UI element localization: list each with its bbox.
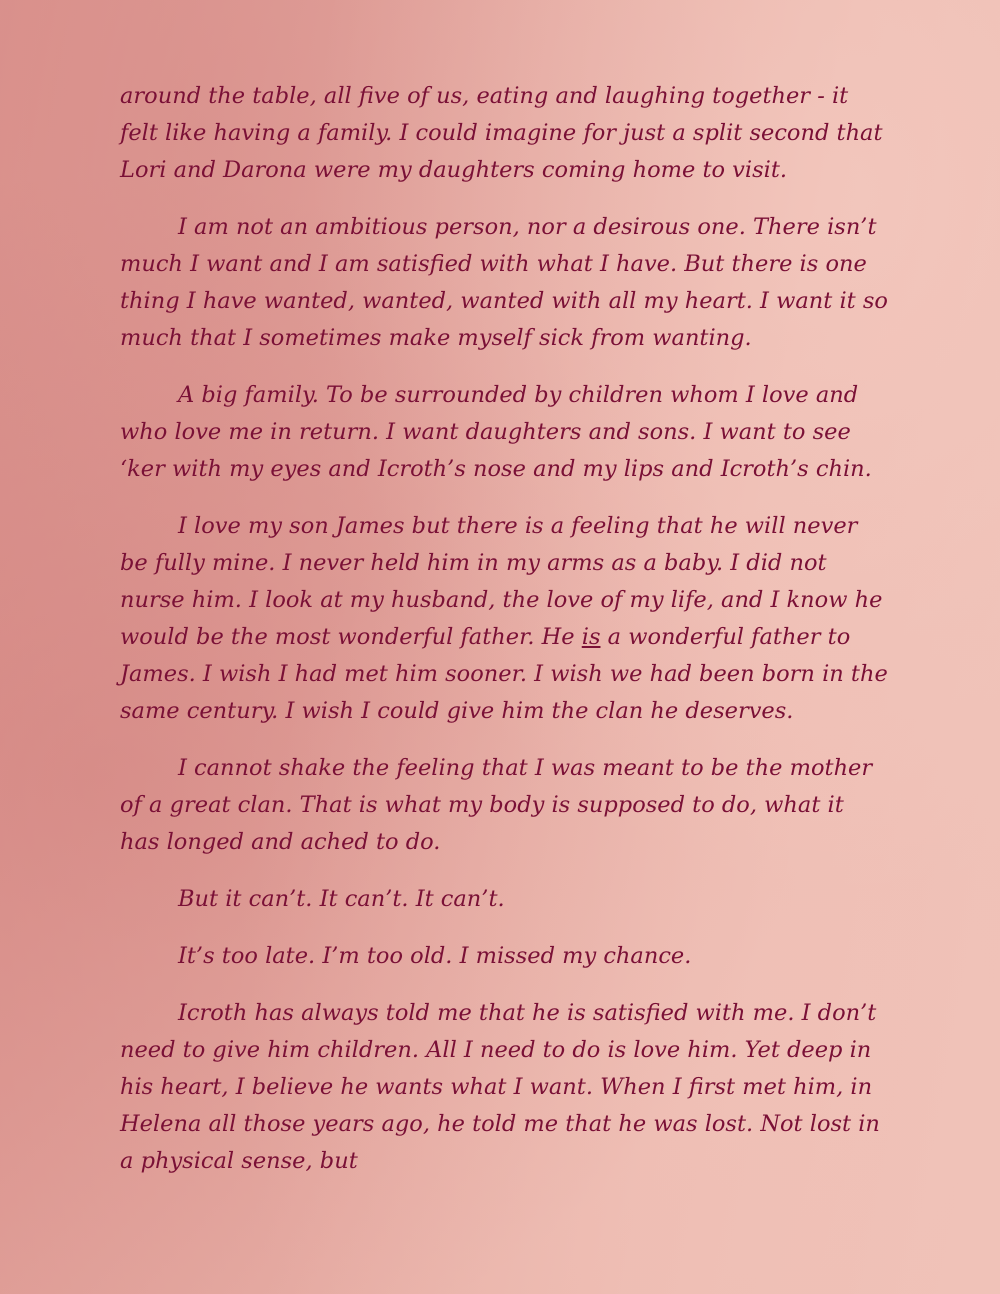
paragraph-son-james-before: I love my son James but there is a feeling that he will never be fully mine. I never held him in my arms as a baby. I did not nurse him. I look at my husband, the love of my life, and I know he would be the most wonderful father. He xyxy=(120,513,883,650)
paragraph-too-late: It’s too late. I’m too old. I missed my chance. xyxy=(178,943,692,969)
paragraph-it-cant: But it can’t. It can’t. It can’t. xyxy=(178,886,505,912)
paragraph-great-clan: I cannot shake the feeling that I was meant to be the mother of a great clan. That is what my body is supposed to do, what it has longed and ached to do. xyxy=(120,755,873,855)
underlined-word: is xyxy=(581,624,601,650)
paragraph-big-family: A big family. To be surrounded by children whom I love and who love me in return. I want daughters and sons. I want to see ‘ker with my eyes and Icroth’s nose and my lips and Icroth’s chin. xyxy=(120,382,872,482)
paragraph-family-table: around the table, all five of us, eating and laughing together - it felt like having a family. I could imagine for just a split second that Lori and Darona were my daughters coming home to visit. xyxy=(120,83,883,183)
paragraph-icroth-satisfied: Icroth has always told me that he is satisfied with me. I don’t need to give him children. All I need to do is love him. Yet deep in his heart, I believe he wants what I want. When I first met him, in Helena all those years ago, he told me that he was lost. Not lost in a physical sense, but xyxy=(120,1000,880,1174)
paragraph-son-james-after: a wonderful father to James. I wish I had met him sooner. I wish we had been born in the same century. I wish I could give him the clan he deserves. xyxy=(120,624,888,724)
paragraph-son-james xyxy=(120,508,890,730)
page-text-body xyxy=(120,78,890,1180)
paragraph-not-ambitious: I am not an ambitious person, nor a desirous one. There isn’t much I want and I am satisfied with what I have. But there is one thing I have wanted, wanted, wanted with all my heart. I want it so much that I sometimes make myself sick from wanting. xyxy=(120,214,888,351)
